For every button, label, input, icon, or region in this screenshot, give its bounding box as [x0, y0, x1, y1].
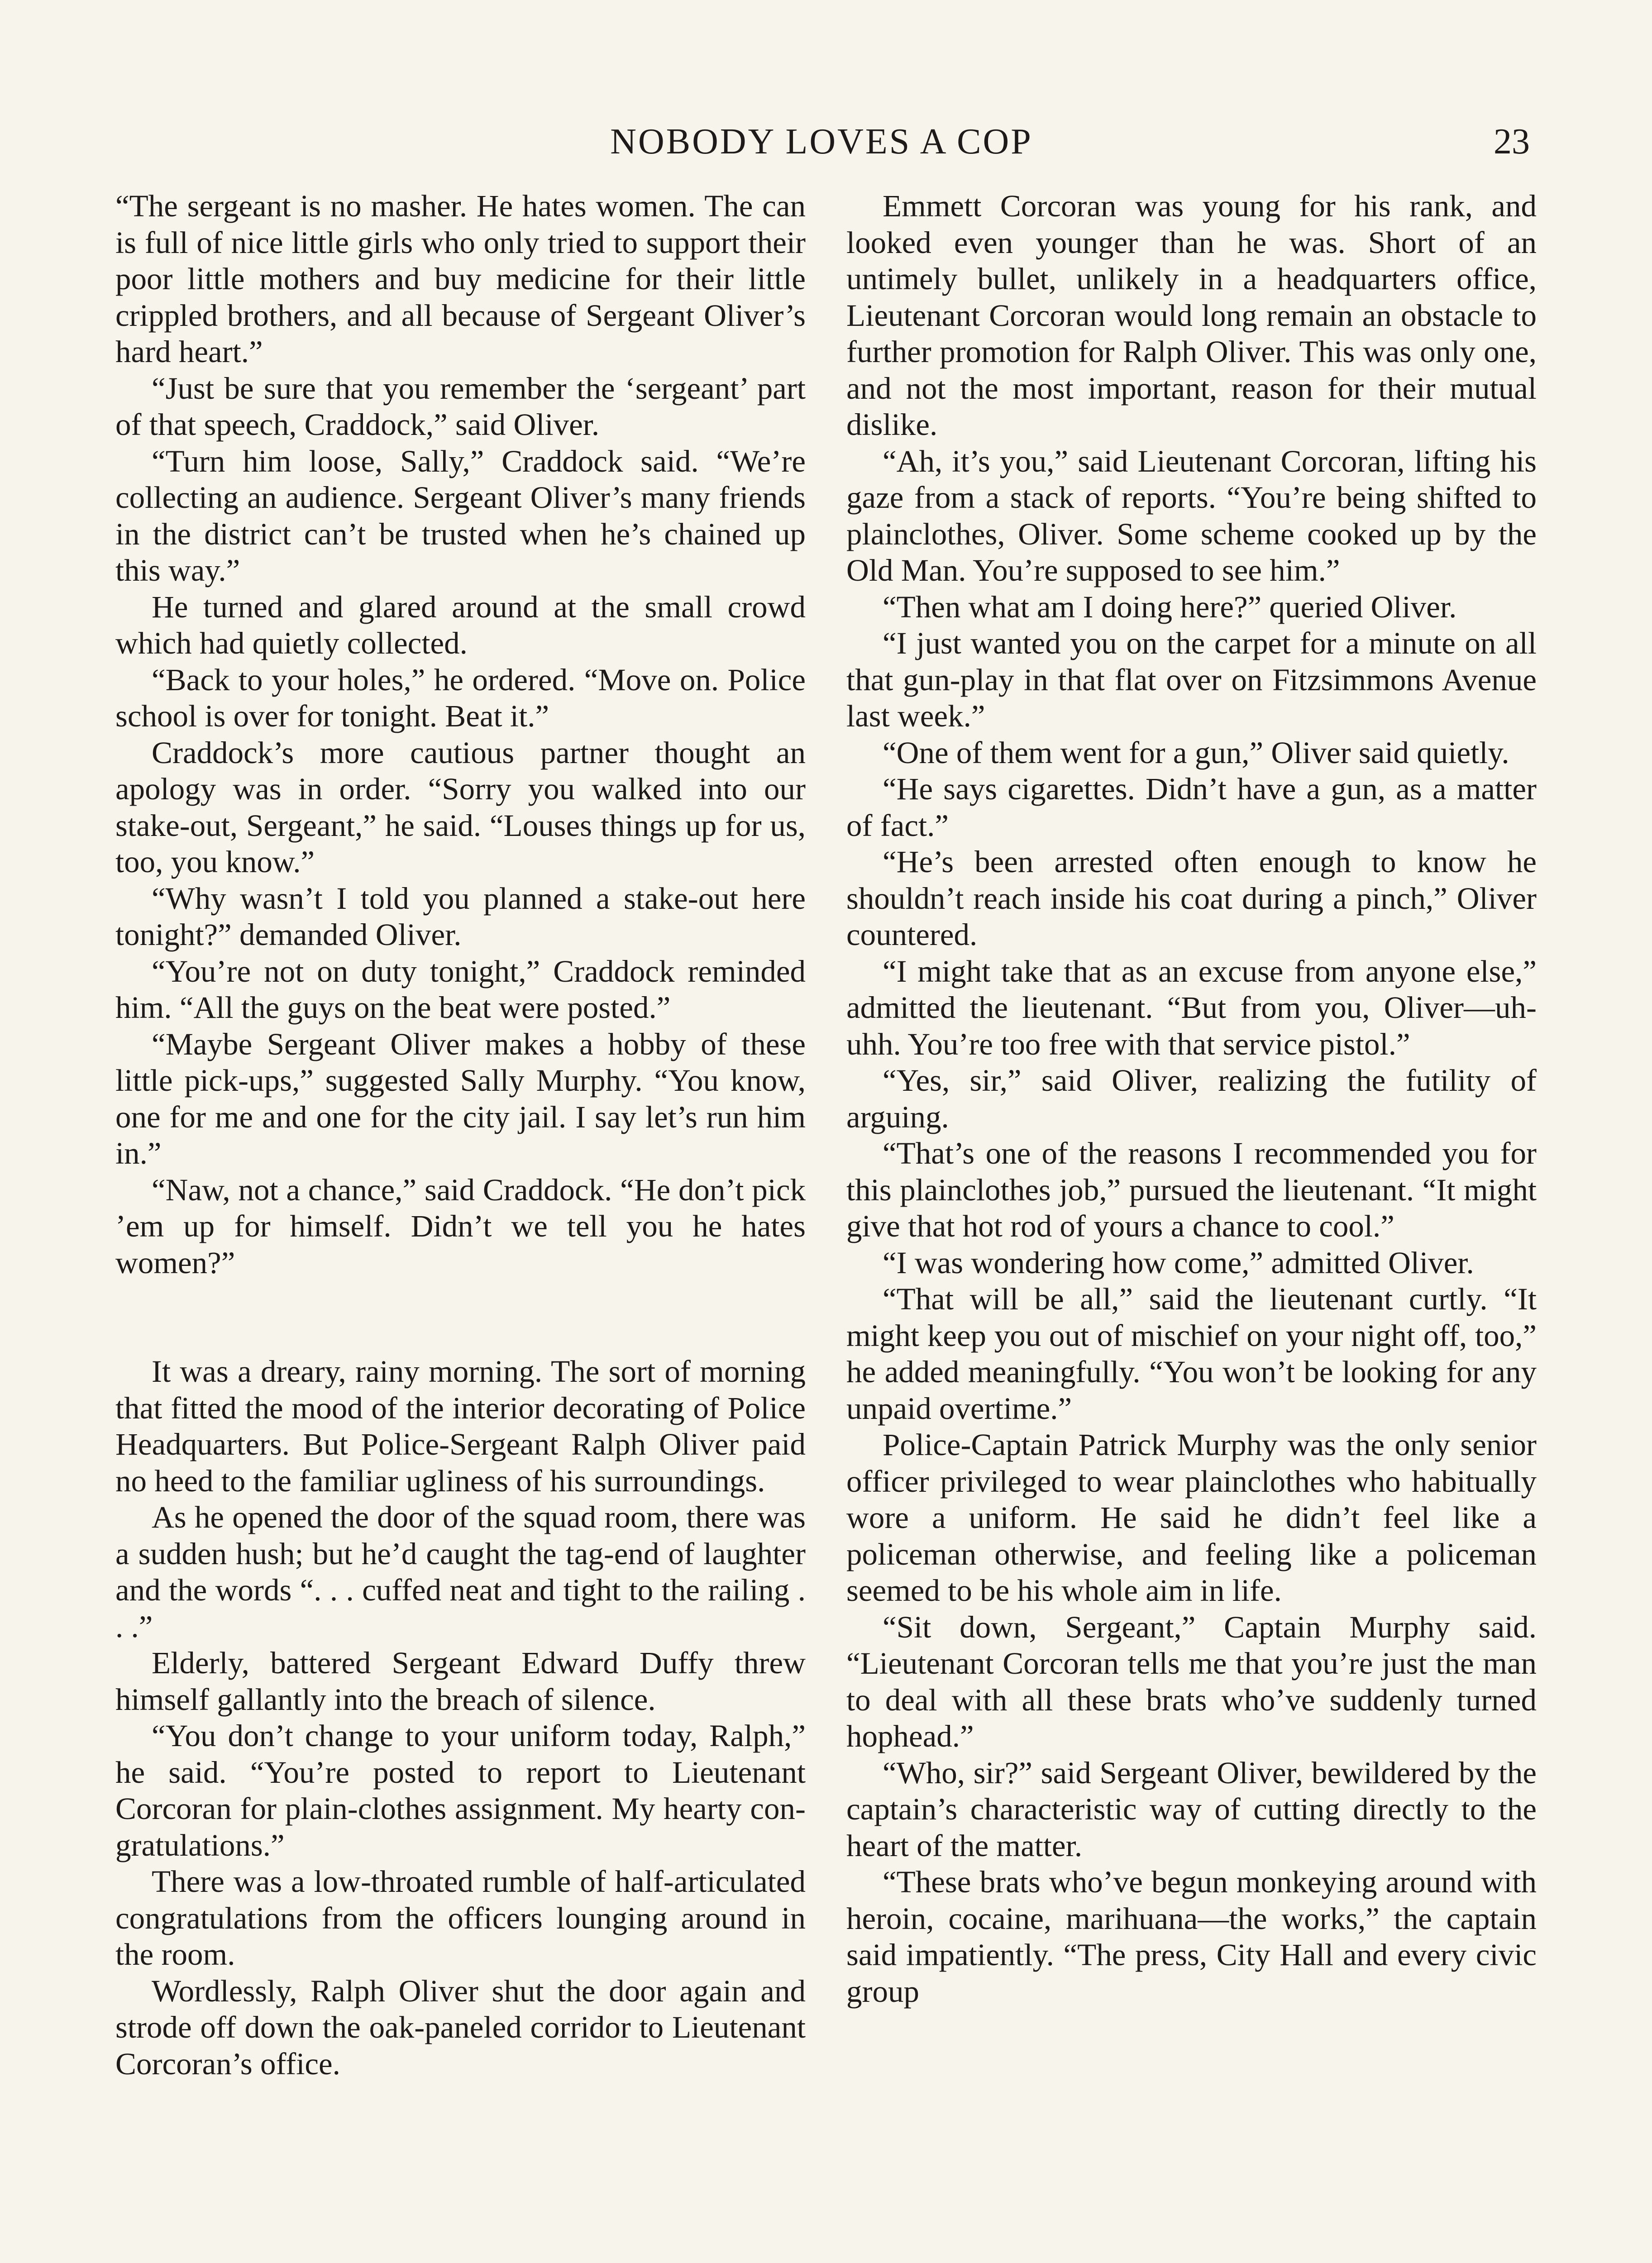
paragraph: He turned and glared around at the small crowd which had quietly collected. [115, 589, 806, 660]
paragraph: “Back to your holes,” he ordered. “Move on. Police school is over for tonight. Beat it.” [115, 662, 806, 733]
page-number: 23 [1494, 122, 1530, 162]
paragraph: It was a dreary, rainy morning. The sort of morning that fitted the mood of the interior decorating of Police Headquarters. But Police-Sergeant Ralph Oliver paid no heed to the familiar ugliness of his surroundings. [115, 1354, 806, 1498]
paragraph: Police-Captain Patrick Murphy was the only senior officer privileged to wear plainclothes who habitually wore a uniform. He said he didn’t feel like a policeman otherwise, and feeling like a policeman seemed to be his whole aim in life. [846, 1428, 1537, 1608]
paragraph: “I just wanted you on the carpet for a minute on all that gun-play in that flat over on Fitzsimmons Avenue last week.” [846, 626, 1537, 733]
right-column [846, 188, 1537, 2010]
paragraph: “That’s one of the reasons I recommended you for this plainclothes job,” pursued the lieutenant. “It might give that hot rod of yours a chance to cool.” [846, 1136, 1537, 1243]
paragraph: “The sergeant is no masher. He hates women. The can is full of nice little girls who only tried to support their poor little mothers and buy medicine for their little crippled brothers, and all because of Sergeant Oliver’s hard heart.” [115, 189, 806, 369]
paragraph: “He’s been arrested often enough to know he shouldn’t reach inside his coat during a pinch,” Oliver countered. [846, 845, 1537, 952]
paragraph: “Sit down, Sergeant,” Captain Murphy said. “Lieutenant Corcoran tells me that you’re just the man to deal with all these brats who’ve suddenly turned hophead.” [846, 1609, 1537, 1753]
paragraph: “That will be all,” said the lieutenant curtly. “It might keep you out of mischief on your night off, too,” he added meaningfully. “You won’t be looking for any unpaid overtime.” [846, 1282, 1537, 1426]
paragraph: “You don’t change to your uniform today, Ralph,” he said. “You’re posted to report to Lieutenant Corcoran for plain-clothes assignment. My hearty congratulations.” [115, 1719, 806, 1862]
paragraph: There was a low-throated rumble of half-articulated congratulations from the officers lounging around in the room. [115, 1864, 806, 1972]
paragraph: “Turn him loose, Sally,” Craddock said. “We’re collecting an audience. Sergeant Oliver’s many friends in the district can’t be trusted when he’s chained up this way.” [115, 444, 806, 587]
paragraph: “Ah, it’s you,” said Lieutenant Corcoran, lifting his gaze from a stack of reports. “You’re being shifted to plainclothes, Oliver. Some scheme cooked up by the Old Man. You’re supposed to see him.” [846, 444, 1537, 587]
paragraph: “Just be sure that you remember the ‘sergeant’ part of that speech, Craddock,” said Oliver. [115, 371, 806, 442]
paragraph: Craddock’s more cautious partner thought an apology was in order. “Sorry you walked into our stake-out, Sergeant,” he said. “Louses things up for us, too, you know.” [115, 735, 806, 879]
paragraph: As he opened the door of the squad room, there was a sudden hush; but he’d caught the tag-end of laughter and the words “. . . cuffed neat and tight to the railing . . .” [115, 1500, 806, 1644]
paragraph: “Yes, sir,” said Oliver, realizing the futility of arguing. [846, 1063, 1537, 1134]
paragraph: Wordlessly, Ralph Oliver shut the door again and strode off down the oak-paneled corridor to Lieutenant Corcoran’s office. [115, 1973, 806, 2081]
left-column [115, 188, 806, 2082]
paragraph: “These brats who’ve begun monkeying around with heroin, cocaine, marihuana—the works,” the captain said impatiently. “The press, City Hall and every civic group [846, 1865, 1537, 2009]
paragraph: Elderly, battered Sergeant Edward Duffy threw himself gallantly into the breach of silence. [115, 1646, 806, 1717]
page-header [113, 117, 1530, 167]
paragraph: “Then what am I doing here?” queried Oliver. [883, 589, 1457, 624]
paragraph: “I might take that as an excuse from anyone else,” admitted the lieutenant. “But from you, Oliver—uh-uhh. You’re too free with that service pistol.” [846, 954, 1537, 1061]
paragraph: “Naw, not a chance,” said Craddock. “He don’t pick ’em up for himself. Didn’t we tell you he hates women?” [115, 1172, 806, 1280]
paragraph: “One of them went for a gun,” Oliver said quietly. [883, 735, 1509, 770]
paragraph: “You’re not on duty tonight,” Craddock reminded him. “All the guys on the beat were posted.” [115, 954, 806, 1025]
paragraph: “Why wasn’t I told you planned a stake-out here tonight?” demanded Oliver. [115, 881, 806, 952]
running-title: NOBODY LOVES A COP [610, 122, 1033, 162]
paragraph: “Who, sir?” said Sergeant Oliver, bewildered by the captain’s characteristic way of cutting directly to the heart of the matter. [846, 1755, 1537, 1863]
paragraph: “Maybe Sergeant Oliver makes a hobby of these little pick-ups,” suggested Sally Murphy. “You know, one for me and one for the city jail. I say let’s run him in.” [115, 1026, 806, 1170]
paragraph: Emmett Corcoran was young for his rank, and looked even younger than he was. Short of an untimely bullet, unlikely in a headquarters office, Lieutenant Corcoran would long remain an obstacle to further promotion for Ralph Oliver. This was only one, and not the most important, reason for their mutual dislike. [846, 189, 1537, 442]
paragraph: “He says cigarettes. Didn’t have a gun, as a matter of fact.” [846, 772, 1537, 843]
paragraph: “I was wondering how come,” admitted Oliver. [883, 1245, 1474, 1280]
